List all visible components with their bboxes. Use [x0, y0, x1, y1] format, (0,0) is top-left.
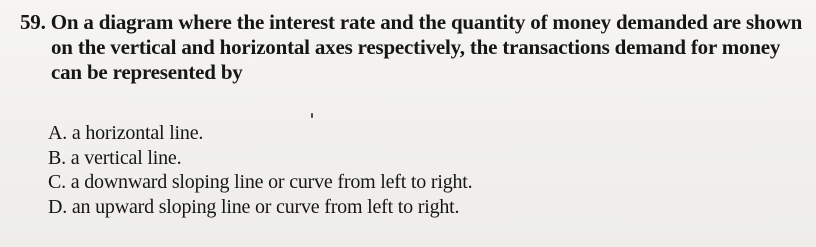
question-text-line-3: can be represented by	[51, 60, 243, 84]
option-d: D. an upward sloping line or curve from left to right.	[48, 195, 460, 218]
question-59	[20, 10, 810, 85]
option-a: A. a horizontal line.	[48, 122, 204, 144]
question-text-line-2: on the vertical and horizontal axes respectively, the transactions demand for money	[51, 35, 781, 59]
print-speck	[311, 113, 313, 118]
option-c: C. a downward sloping line or curve from left to right.	[48, 171, 473, 193]
answer-options	[48, 121, 808, 219]
option-b: B. a vertical line.	[48, 146, 182, 169]
question-text-line-1: 59. On a diagram where the interest rate and the quantity of money demanded are shown	[20, 10, 803, 34]
